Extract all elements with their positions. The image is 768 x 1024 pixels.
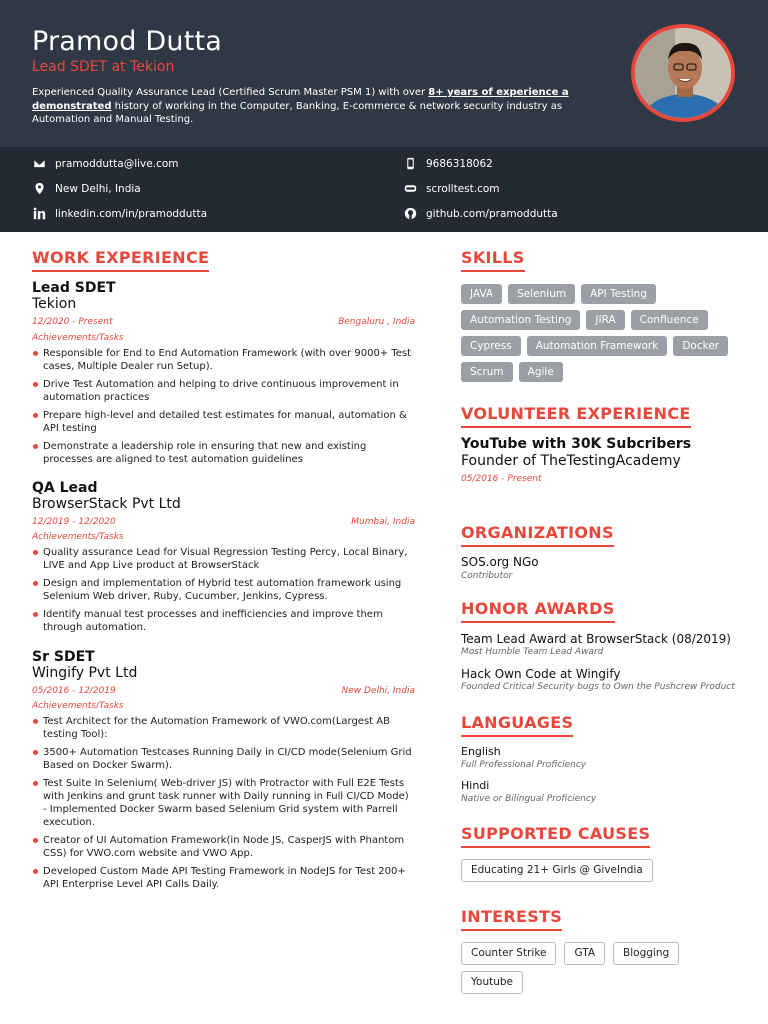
job-title: QA Lead (32, 480, 98, 496)
skills-heading: SKILLS (461, 249, 525, 272)
bullet-item: Prepare high-level and detailed test estimates for manual, automation & API testing (32, 409, 412, 435)
bullet-item: Drive Test Automation and helping to drive continuous improvement in automation practices (32, 378, 412, 404)
phone-text: 9686318062 (426, 157, 493, 170)
job-location: Bengaluru , India (338, 317, 415, 327)
bullet-item: Design and implementation of Hybrid test automation framework using Selenium Web driver, Ruby, Cucumber, Jenkins, Cypress. (32, 577, 412, 603)
job-company: Wingify Pvt Ltd (32, 665, 138, 681)
skill-tag: Cypress (461, 336, 521, 356)
bullet-item: 3500+ Automation Testcases Running Daily in CI/CD mode(Selenium Grid Based on Docker Swarm). (32, 746, 412, 772)
github-text: github.com/pramoddutta (426, 207, 558, 220)
volunteer-org: Founder of TheTestingAcademy (461, 453, 681, 469)
job-dates: 05/2016 - 12/2019 (32, 686, 116, 696)
bullet-item: Test Suite In Selenium( Web-driver JS) with Protractor with Full E2E Tests with Jenkins and grunt task runner with Daily running in Full CI/CD Mode) - Implemented Docker Swarm based Selenium Grid system with Parrell execution. (32, 777, 412, 829)
avatar-icon (635, 28, 731, 118)
interest-tag: Counter Strike (461, 942, 556, 965)
candidate-name: Pramod Dutta (32, 26, 223, 57)
interests-list (461, 942, 711, 1000)
bullet-item: Demonstrate a leadership role in ensuring that new and existing processes are aligned to test automation guidelines (32, 440, 412, 466)
volunteer-heading: VOLUNTEER EXPERIENCE (461, 405, 691, 428)
website-text: scrolltest.com (426, 182, 500, 195)
award-name: Hack Own Code at Wingify (461, 667, 621, 681)
summary (32, 86, 592, 127)
award-desc: Founded Critical Security bugs to Own the Pushcrew Product (461, 682, 735, 692)
skill-tag: Docker (673, 336, 728, 356)
job-company: BrowserStack Pvt Ltd (32, 496, 181, 512)
language-level: Full Professional Proficiency (461, 760, 587, 770)
location-text: New Delhi, India (55, 182, 141, 195)
linkedin-icon (33, 207, 46, 220)
achievements-label: Achievements/Tasks (32, 701, 124, 711)
honor-awards-heading: HONOR AWARDS (461, 600, 615, 623)
linkedin-text: linkedin.com/in/pramoddutta (55, 207, 208, 220)
bullet-item: Identify manual test processes and inefficiencies and improve them through automation. (32, 608, 412, 634)
location-pin-icon (33, 182, 46, 195)
language-level: Native or Bilingual Proficiency (461, 794, 597, 804)
cause-tag: Educating 21+ Girls @ GiveIndia (461, 859, 653, 882)
contact-bar (0, 147, 768, 232)
interest-tag: Youtube (461, 971, 523, 994)
skill-tag: JAVA (461, 284, 502, 304)
job-location: Mumbai, India (351, 517, 415, 527)
bullet-item: Responsible for End to End Automation Framework (with over 9000+ Test cases, Multiple Dealer run Setup). (32, 347, 412, 373)
award-desc: Most Humble Team Lead Award (461, 647, 604, 657)
profile-photo (631, 24, 735, 122)
language-name: English (461, 745, 501, 758)
bullet-item: Quality assurance Lead for Visual Regression Testing Percy, Local Binary, LIVE and App Live product at BrowserStack (32, 546, 412, 572)
job-dates: 12/2020 - Present (32, 317, 113, 327)
bullet-item: Creator of UI Automation Framework(in Node JS, CasperJS with Phantom CSS) for VWO.com website and VWO App. (32, 834, 412, 860)
job-title: Lead SDET (32, 280, 116, 296)
contact-website[interactable] (404, 182, 500, 195)
skill-tag: Confluence (631, 310, 708, 330)
bullet-item: Test Architect for the Automation Framework of VWO.com(Largest AB testing Tool): (32, 715, 412, 741)
job-title: Sr SDET (32, 649, 95, 665)
skill-tag: JIRA (586, 310, 624, 330)
interest-tag: GTA (564, 942, 605, 965)
interests-heading: INTERESTS (461, 908, 562, 931)
contact-email[interactable] (33, 157, 179, 170)
achievements-label: Achievements/Tasks (32, 333, 124, 343)
job-location: New Delhi, India (341, 686, 415, 696)
languages-heading: LANGUAGES (461, 714, 573, 737)
resume-header (0, 0, 768, 147)
job-meta (32, 517, 415, 527)
supported-causes-heading: SUPPORTED CAUSES (461, 825, 650, 848)
contact-phone[interactable] (404, 157, 493, 170)
organization-name: SOS.org NGo (461, 555, 539, 569)
skill-tag: API Testing (581, 284, 656, 304)
contact-linkedin[interactable] (33, 207, 207, 220)
work-experience-heading: WORK EXPERIENCE (32, 249, 209, 272)
language-name: Hindi (461, 779, 490, 792)
award-name: Team Lead Award at BrowserStack (08/2019) (461, 632, 731, 646)
job-meta (32, 686, 415, 696)
contact-github[interactable] (404, 207, 558, 220)
causes-list (461, 859, 751, 888)
phone-icon (404, 157, 417, 170)
job-bullets (32, 347, 412, 471)
summary-post: history of working in the Computer, Banking, E-commerce & network security industry as Automation and Manual Testing. (32, 100, 563, 125)
website-icon (404, 182, 417, 195)
skill-tag: Scrum (461, 362, 513, 382)
contact-location (33, 182, 141, 195)
achievements-label: Achievements/Tasks (32, 532, 124, 542)
github-icon (404, 207, 417, 220)
volunteer-dates: 05/2016 - Present (461, 474, 542, 484)
skill-tag: Agile (519, 362, 563, 382)
job-company: Tekion (32, 296, 77, 312)
job-dates: 12/2019 - 12/2020 (32, 517, 116, 527)
job-meta (32, 317, 415, 327)
skill-tag: Automation Framework (527, 336, 668, 356)
summary-pre: Experienced Quality Assurance Lead (Certified Scrum Master PSM 1) with over (32, 87, 429, 98)
volunteer-role: YouTube with 30K Subcribers (461, 436, 692, 452)
job-bullets (32, 546, 412, 639)
organization-role: Contributor (461, 571, 513, 581)
email-text: pramoddutta@live.com (55, 157, 179, 170)
interest-tag: Blogging (613, 942, 679, 965)
skill-tag: Automation Testing (461, 310, 580, 330)
skills-list (461, 284, 741, 388)
email-icon (33, 157, 46, 170)
organizations-heading: ORGANIZATIONS (461, 524, 614, 547)
skill-tag: Selenium (508, 284, 575, 304)
candidate-role: Lead SDET at Tekion (32, 59, 175, 75)
bullet-item: Developed Custom Made API Testing Framework in NodeJS for Test 200+ API Enterprise Level API Calls Daily. (32, 865, 412, 891)
job-bullets (32, 715, 412, 896)
summary-highlight: 8+ years of experience a demonstrated (32, 87, 569, 112)
